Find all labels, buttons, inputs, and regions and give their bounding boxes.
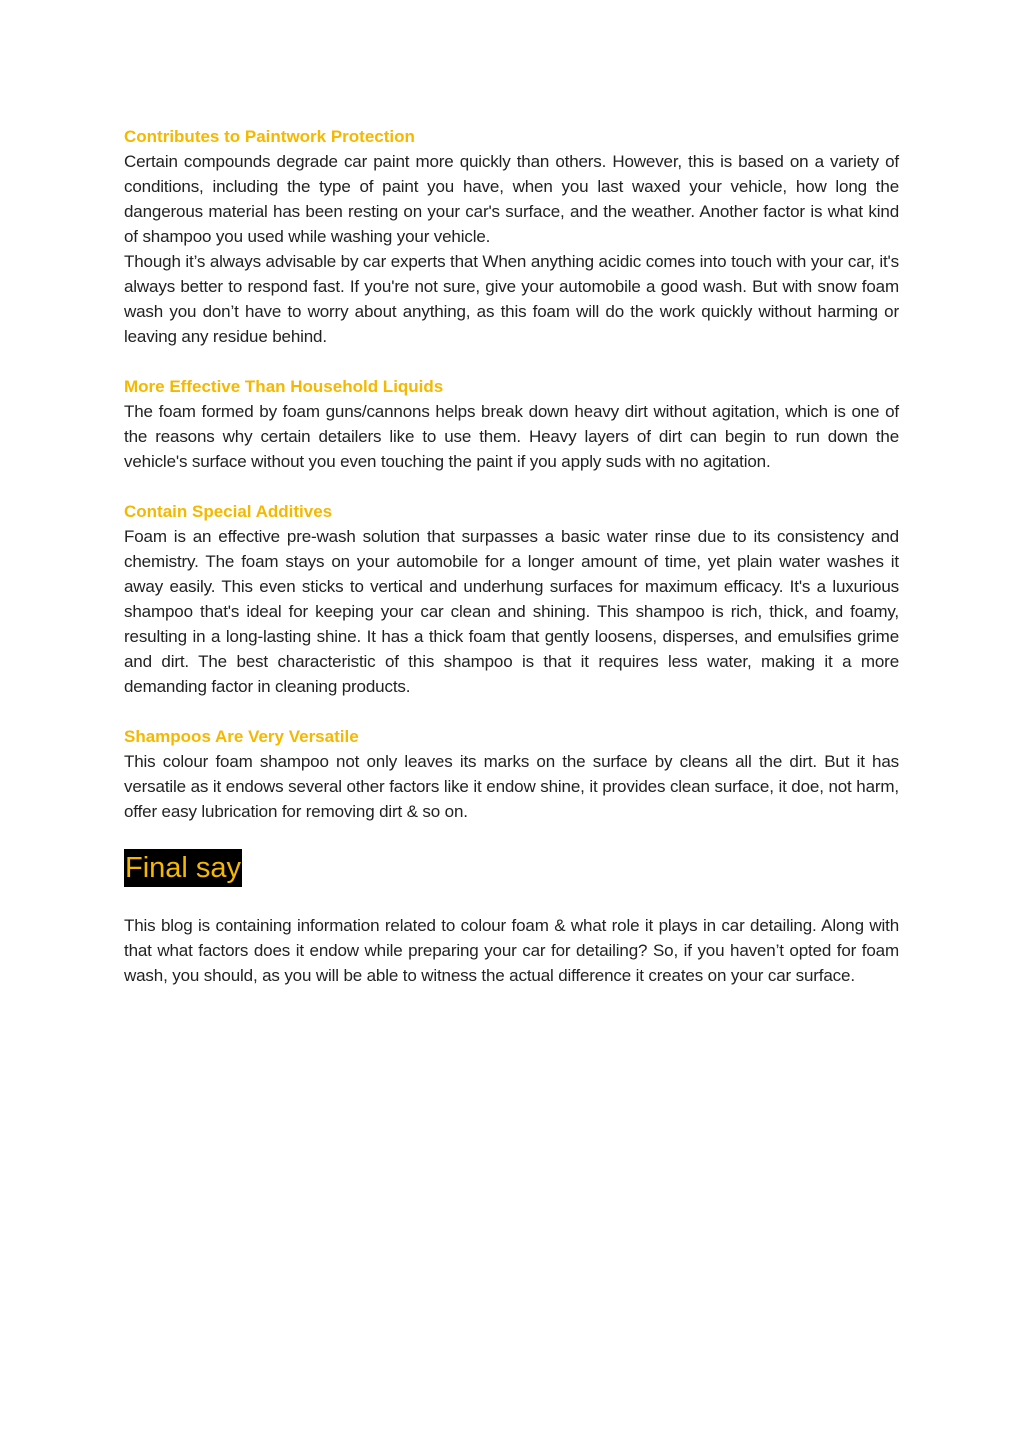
section-versatile-shampoos [124, 724, 899, 824]
section-paragraph: Foam is an effective pre-wash solution that surpasses a basic water rinse due to its consistency and chemistry. The foam stays on your automobile for a longer amount of time, yet plain water washes it away easily. This even sticks to vertical and underhung surfaces for maximum efficacy. It's a luxurious shampoo that's ideal for keeping your car clean and shining. This shampoo is rich, thick, and foamy, resulting in a long-lasting shine. It has a thick foam that gently loosens, disperses, and emulsifies grime and dirt. The best characteristic of this shampoo is that it requires less water, making it a more demanding factor in cleaning products. [124, 527, 899, 696]
section-heading: Shampoos Are Very Versatile [124, 727, 359, 746]
section-heading: Contributes to Paintwork Protection [124, 127, 415, 146]
section-final-say [124, 913, 899, 988]
final-paragraph: This blog is containing information related to colour foam & what role it plays in car detailing. Along with that what factors does it endow while preparing your car for detailing? So, if you haven’t opted for foam wash, you should, as you will be able to witness the actual difference it creates on your car surface. [124, 916, 899, 985]
section-paragraph: Certain compounds degrade car paint more quickly than others. However, this is based on a variety of conditions, including the type of paint you have, when you last waxed your vehicle, how long the dangerous material has been resting on your car's surface, and the weather. Another factor is what kind of shampoo you used while washing your vehicle. [124, 152, 899, 246]
section-paragraph: Though it’s always advisable by car experts that When anything acidic comes into touch with your car, it's always better to respond fast. If you're not sure, give your automobile a good wash. But with snow foam wash you don’t have to worry about anything, as this foam will do the work quickly without harming or leaving any residue behind. [124, 252, 899, 346]
section-special-additives [124, 499, 899, 699]
section-paintwork-protection [124, 124, 899, 349]
section-heading: More Effective Than Household Liquids [124, 377, 444, 396]
final-say-heading: Final say [124, 849, 242, 887]
section-household-liquids [124, 374, 899, 474]
section-paragraph: This colour foam shampoo not only leaves its marks on the surface by cleans all the dirt. But it has versatile as it endows several other factors like it endow shine, it provides clean surface, it doe, not harm, offer easy lubrication for removing dirt & so on. [124, 752, 899, 821]
document-page [124, 124, 899, 1013]
section-heading: Contain Special Additives [124, 502, 333, 521]
final-heading-container [124, 849, 899, 891]
section-paragraph: The foam formed by foam guns/cannons helps break down heavy dirt without agitation, which is one of the reasons why certain detailers like to use them. Heavy layers of dirt can begin to run down the vehicle's surface without you even touching the paint if you apply suds with no agitation. [124, 402, 899, 471]
